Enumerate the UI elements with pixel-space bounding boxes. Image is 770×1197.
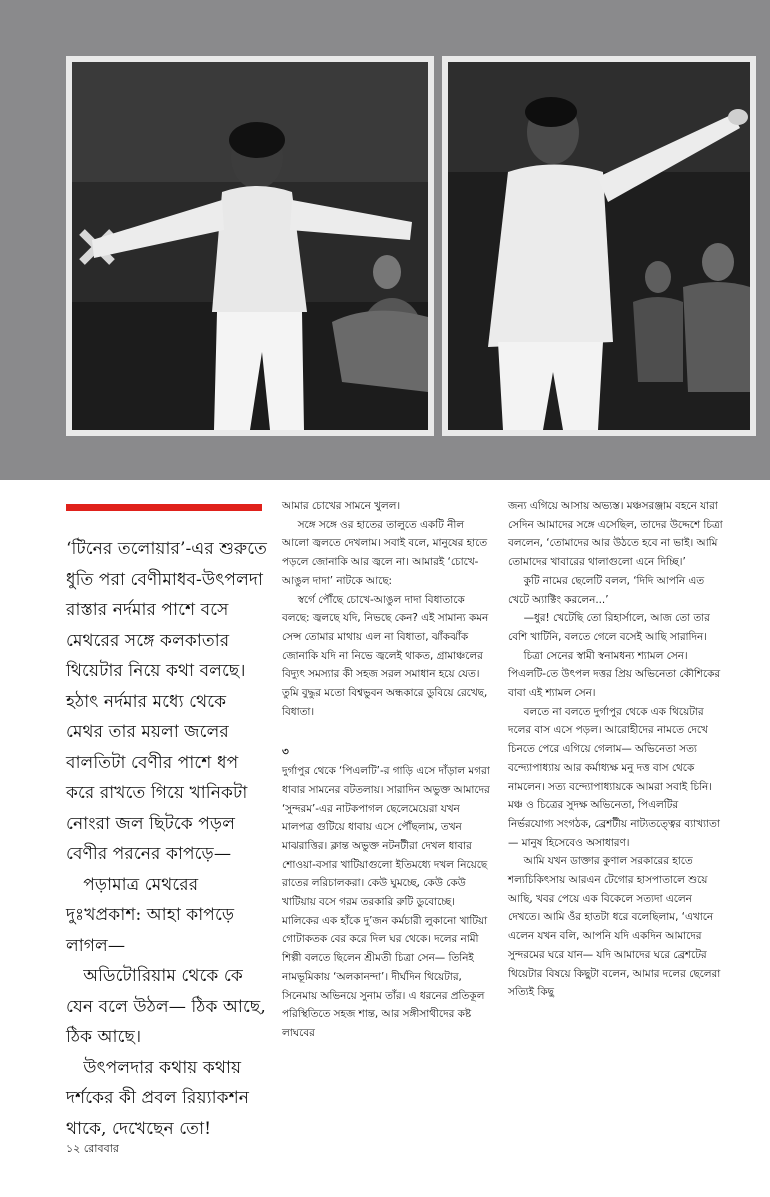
- stage-photo-illustration: [448, 62, 750, 430]
- article-column-right: [508, 497, 726, 1002]
- article-paragraph: দুর্গাপুর থেকে ‘পিএলটি’-র গাড়ি এসে দাঁড়াল মগরা ধাবার সামনের বটতলায়। সারাদিন অভুক্ত আমাদের ‘সুন্দরম’-এর নাটকপাগল ছেলেমেয়েরা যখন মালপত্র গুটিয়ে ধাবায় এসে পৌঁছলাম, তখন মাঝরাত্তির। ক্লান্ত অভুক্ত নটনটীরা দেখল ধাবার শোওয়া-বসার খাটিয়াগুলো ইতিমধ্যে দখল নিয়েছে রাতের লরিচালকরা। কেউ ঘুমচ্ছে, কেউ কেউ খাটিয়ায় বসে গরম তরকারি রুটি ডুবোচ্ছে। মালিকের এক হাঁকে দু’জন কর্মচারী লুকানো খাটিয়া গোটাকতক বের করে দিল ঘর থেকে। দলের নামী শিল্পী বলতে ছিলেন শ্রীমতী চিত্রা সেন— তিনিই নামভূমিকায় ‘অলকানন্দা’। দীর্ঘদিন থিয়েটার, সিনেমায় অভিনয়ে সুনাম তাঁর। এ ধরনের প্রতিকূল পরিস্থিতিতে সহজ শান্ত, আর সঙ্গীসাথীদের কষ্ট লাঘবের: [282, 765, 490, 1039]
- pull-quote-paragraph: ‘টিনের তলোয়ার’-এর শুরুতে ধুতি পরা বেণীমাধব-উৎপলদা রাস্তার নর্দমার পাশে বসে মেথরের সঙ্গে কলকাতার থিয়েটার নিয়ে কথা বলছে। হঠাৎ নর্দমার মধ্যে থেকে মেথর তার ময়লা জলের বালতিটা বেণীর পাশে ধপ করে রাখতে গিয়ে খানিকটা নোংরা জল ছিটকে পড়ল বেণীর পরনের কাপড়ে—: [66, 539, 268, 864]
- section-number: ৩: [282, 746, 289, 759]
- article-paragraph: কুটি নামের ছেলেটি বলল, ‘দিদি আপনি এত খেটে অ্যাক্টিং করলেন...’: [508, 574, 705, 606]
- article-paragraph: আমার চোখের সামনে খুলল।: [282, 500, 401, 512]
- accent-bar: [66, 504, 262, 511]
- photo-actor-arms-outstretched: [66, 56, 434, 436]
- pull-quote-paragraph: অডিটোরিয়াম থেকে কে যেন বলে উঠল— ঠিক আছে, ঠিক আছে।: [66, 966, 266, 1047]
- article-column-middle: [282, 497, 494, 1043]
- section-name: রোববার: [83, 1142, 119, 1155]
- article-paragraph: চিত্রা সেনের স্বামী স্বনামধন্য শ্যামল সেন। পিএলটি-তে উৎপল দত্তর প্রিয় অভিনেতা কৌশিকের বাবা এই শ্যামল সেন।: [508, 649, 721, 700]
- pull-quote-paragraph: উৎপলদার কথায় কথায় দর্শকের কী প্রবল রিয়্যাকশন থাকে, দেখেছেন তো!: [66, 1057, 250, 1139]
- article-paragraph: জন্য এগিয়ে আসায় অভ্যস্ত। মঞ্চসরঞ্জাম বহনে যারা সেদিন আমাদের সঙ্গে এসেছিল, তাদের উদ্দেশে চিত্রা বললেন, ‘তোমাদের আর উঠতে হবে না ভাই। আমি তোমাদের খাবারের থালাগুলো এনে দিচ্ছি।’: [508, 500, 723, 569]
- pull-quote: [66, 534, 268, 1144]
- article-paragraph: আমি যখন ডাক্তার কুণাল সরকারের হাতে শল্যচিকিৎসায় আরএন টেগোর হাসপাতালে শুয়ে আছি, খবর পেয়ে এক বিকেলে সত্যদা এলেন দেখতে। আমি ওঁর হাতটা ধরে বলেছিলাম, ‘এখানে এলেন যখন বলি, আপনি যদি একদিন আমাদের সুন্দরমের ঘরে যান— যদি আমাদের ঘরে ব্রেশটের থিয়েটার বিষয়ে কিছুটা বলেন, আমার দলের ছেলেরা সত্যিই কিছু: [508, 855, 721, 999]
- article-paragraph: বলতে না বলতে দুর্গাপুর থেকে এক থিয়েটার দলের বাস এসে পড়ল। আরোহীদের নামতে দেখে চিনতে পেরে এগিয়ে গেলাম— অভিনেতা সত্য বন্দ্যোপাধ্যায় আর কর্মাধ্যক্ষ মনু দত্ত বাস থেকে নামলেন। সত্য বন্দ্যোপাধ্যায়কে আমরা সবাই চিনি। মঞ্চ ও চিত্রের সুদক্ষ অভিনেতা, পিএলটির নির্ভরযোগ্য সংগঠক, ব্রেশটীয় নাট্যতত্ত্বের ব্যাখ্যাতা— মানুষ হিসেবেও অসাধারণ।: [508, 705, 720, 849]
- pull-quote-paragraph: পড়ামাত্র মেথরের দুঃখপ্রকাশ: আহা কাপড়ে লাগল—: [66, 874, 235, 956]
- article-paragraph: —ধুর! খেটেছি তো রিহার্সালে, আজ তো তার বেশি খাটিনি, বলতে গেলে বসেই আছি সারাদিন।: [508, 612, 710, 643]
- page-number: ১২: [66, 1142, 81, 1155]
- stage-photo-illustration: [72, 62, 428, 430]
- page-footer: [66, 1140, 119, 1159]
- photo-actor-pointing: [442, 56, 756, 436]
- article-paragraph: স্বর্গে পৌঁছে চোখে-আঙুল দাদা বিধাতাকে বলছে: জ্বলছে যদি, নিভছে কেন? এই সামান্য কমন সেন্স তোমার মাথায় এল না বিধাতা, ঝাঁকঝাঁক জোনাকি যদি না নিভে জ্বলেই থাকত, গ্রামাঞ্চলের বিদ্যুৎ সমস্যার কী সহজ সরল সমাধান হয়ে যেত। তুমি বুদ্ধুর মতো বিশ্বভুবন অন্ধকারে ডুবিয়ে রেখেছ, বিধাতা।: [282, 593, 489, 718]
- article-paragraph: সঙ্গে সঙ্গে ওর হাতের তালুতে একটি নীল আলো জ্বলতে দেখলাম। সবাই বলে, মানুষের হাতে পড়লে জোনাকি আর জ্বলে না। আমারই ‘চোখে-আঙুল দাদা’ নাটকে আছে:: [282, 518, 488, 587]
